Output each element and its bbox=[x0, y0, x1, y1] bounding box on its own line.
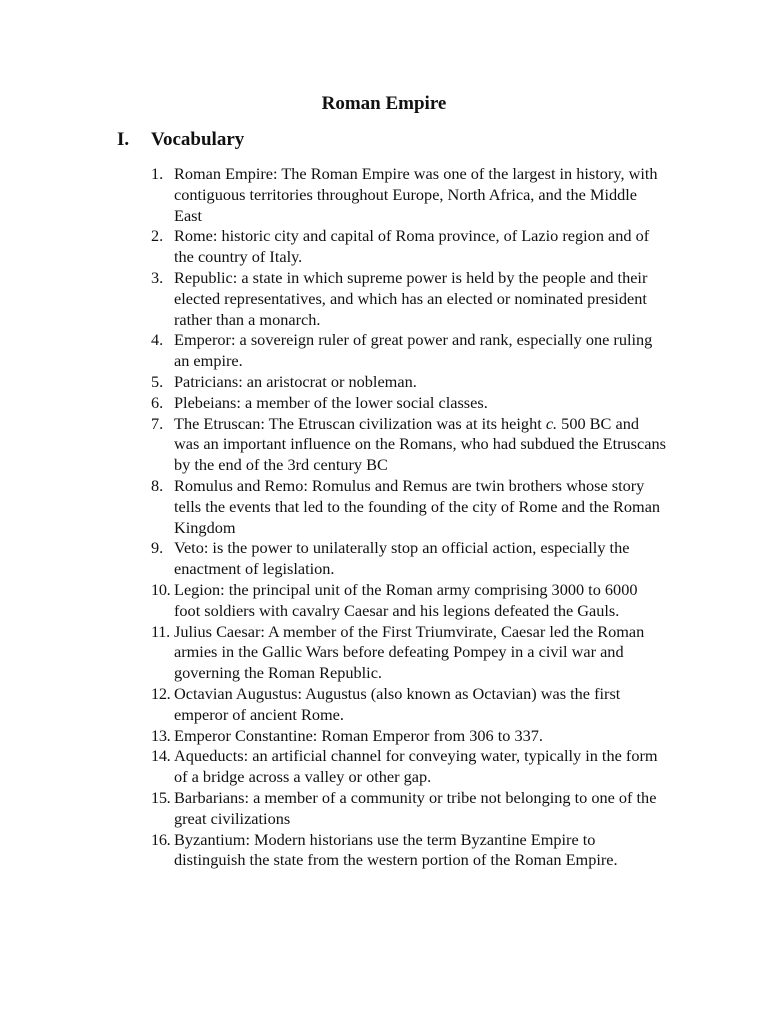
list-item bbox=[151, 684, 666, 726]
list-item-number: 4. bbox=[151, 330, 164, 350]
list-item-text: Legion: the principal unit of the Roman army comprising 3000 to 6000 foot soldiers with cavalry Caesar and his legions defeated the Gauls. bbox=[174, 579, 638, 620]
list-item-text-part: The Etruscan: The Etruscan civilization was at its height bbox=[174, 413, 546, 433]
list-item-number: 6. bbox=[151, 392, 164, 412]
list-item bbox=[151, 580, 666, 622]
list-item bbox=[151, 372, 666, 393]
list-item-number: 7. bbox=[151, 413, 164, 433]
list-item-text: Rome: historic city and capital of Roma province, of Lazio region and of the country of Italy. bbox=[174, 226, 650, 267]
page-title: Roman Empire bbox=[321, 93, 447, 114]
list-item-text: Julius Caesar: A member of the First Triumvirate, Caesar led the Roman armies in the Gallic Wars before defeating Pompey in a civil war and governing the Roman Republic. bbox=[174, 621, 645, 683]
list-item-text-italic: c. bbox=[545, 413, 558, 433]
list-item-text: Byzantium: Modern historians use the term Byzantine Empire to distinguish the state from the western portion of the Roman Empire. bbox=[174, 829, 618, 870]
list-item-text: Patricians: an aristocrat or nobleman. bbox=[174, 371, 417, 391]
list-item bbox=[151, 622, 666, 684]
list-item-number: 13. bbox=[151, 725, 171, 745]
list-item-text-part: 500 BC and was an important influence on the Romans, who had subdued the Etruscans by the end of the 3rd century BC bbox=[174, 413, 666, 475]
list-item-number: 10. bbox=[151, 579, 171, 599]
list-item-number: 1. bbox=[151, 164, 164, 183]
list-item-number: 12. bbox=[151, 683, 171, 703]
list-item bbox=[151, 830, 666, 872]
section-heading-text: Vocabulary bbox=[151, 129, 245, 150]
list-item-text: Barbarians: a member of a community or tribe not belonging to one of the great civilizations bbox=[174, 787, 657, 828]
vocabulary-list bbox=[151, 164, 666, 871]
list-item-number: 16. bbox=[151, 829, 171, 849]
list-item-text bbox=[174, 414, 666, 476]
list-item-number: 11. bbox=[151, 621, 170, 641]
list-item bbox=[151, 268, 666, 330]
list-item bbox=[151, 476, 666, 538]
list-item bbox=[151, 164, 666, 226]
list-item bbox=[151, 414, 666, 476]
list-item bbox=[151, 726, 666, 747]
section-heading bbox=[117, 128, 244, 152]
list-item-number: 14. bbox=[151, 746, 171, 766]
list-item-text: Octavian Augustus: Augustus (also known as Octavian) was the first emperor of ancient Rome. bbox=[174, 683, 621, 724]
list-item-text: Veto: is the power to unilaterally stop an official action, especially the enactment of legislation. bbox=[174, 538, 630, 579]
list-item bbox=[151, 538, 666, 580]
list-item-number: 15. bbox=[151, 787, 171, 807]
list-item-text: Emperor: a sovereign ruler of great power and rank, especially one ruling an empire. bbox=[174, 330, 653, 371]
list-item-text: Republic: a state in which supreme power is held by the people and their elected representatives, and which has an elected or nominated president rather than a monarch. bbox=[174, 267, 648, 329]
list-item-number: 8. bbox=[151, 475, 164, 495]
list-item-text: Roman Empire: The Roman Empire was one of the largest in history, with contiguous territories throughout Europe, North Africa, and the Middle East bbox=[174, 164, 658, 225]
list-item bbox=[151, 226, 666, 268]
list-item-text: Emperor Constantine: Roman Emperor from 306 to 337. bbox=[174, 725, 543, 745]
section-numeral: I. bbox=[117, 129, 130, 150]
list-item-number: 3. bbox=[151, 267, 164, 287]
list-item bbox=[151, 393, 666, 414]
list-item-text: Aqueducts: an artificial channel for conveying water, typically in the form of a bridge across a valley or other gap. bbox=[174, 746, 658, 787]
list-item-text: Romulus and Remo: Romulus and Remus are twin brothers whose story tells the events that led to the founding of the city of Rome and the Roman Kingdom bbox=[174, 475, 661, 537]
list-item bbox=[151, 788, 666, 830]
list-item bbox=[151, 330, 666, 372]
list-item-number: 9. bbox=[151, 538, 164, 558]
list-item-number: 5. bbox=[151, 371, 164, 391]
list-item-number: 2. bbox=[151, 226, 164, 246]
list-item-text: Plebeians: a member of the lower social classes. bbox=[174, 392, 488, 412]
list-item bbox=[151, 746, 666, 788]
